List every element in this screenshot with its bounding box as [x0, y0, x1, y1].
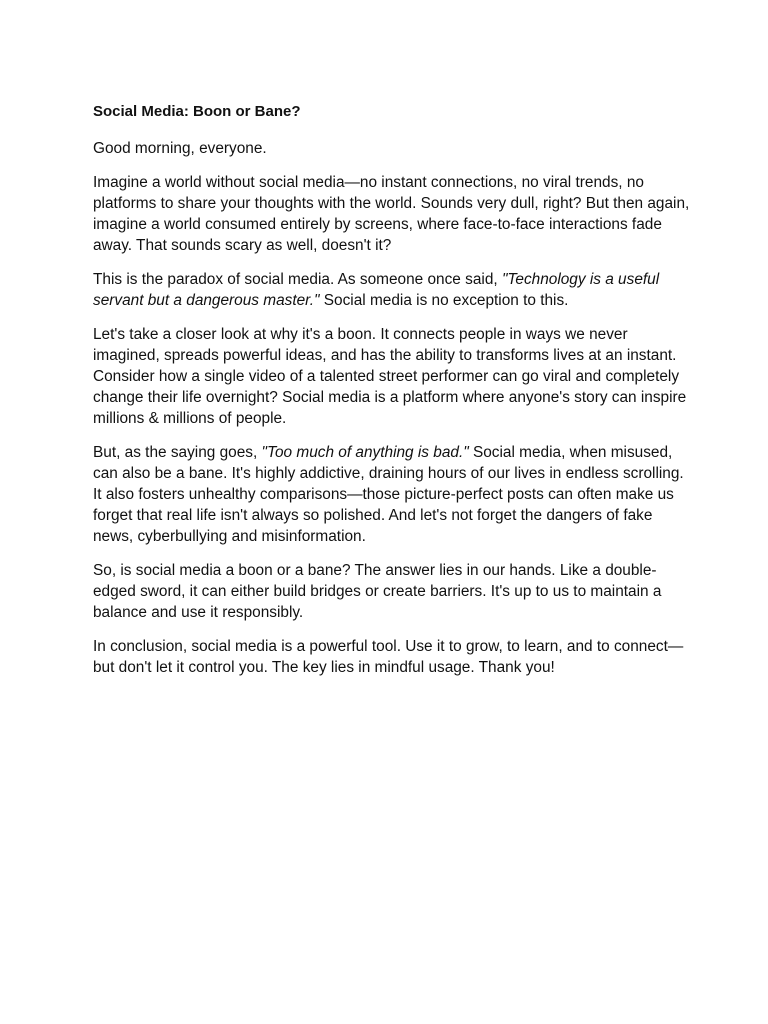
bane-text-before: But, as the saying goes, — [93, 444, 262, 461]
paradox-paragraph — [93, 269, 693, 311]
paradox-text-after: Social media is no exception to this. — [319, 292, 569, 309]
conclusion-paragraph: In conclusion, social media is a powerful tool. Use it to grow, to learn, and to connect—but don't let it control you. The key lies in mindful usage. Thank you! — [93, 638, 684, 676]
bane-paragraph — [93, 442, 693, 547]
document-title: Social Media: Boon or Bane? — [93, 103, 301, 120]
too-much-quote: "Too much of anything is bad." — [261, 444, 469, 461]
greeting-paragraph: Good morning, everyone. — [93, 140, 267, 157]
balance-paragraph: So, is social media a boon or a bane? The answer lies in our hands. Like a double-edged sword, it can either build bridges or create barriers. It's up to us to maintain a balance and use it responsibly. — [93, 562, 662, 621]
intro-paragraph: Imagine a world without social media—no instant connections, no viral trends, no platforms to share your thoughts with the world. Sounds very dull, right? But then again, imagine a world consumed entirely by screens, where face-to-face interactions fade away. That sounds scary as well, doesn't it? — [93, 174, 690, 254]
technology-quote: "Technology is a useful servant but a dangerous master." — [93, 271, 660, 309]
document-page — [93, 102, 693, 691]
boon-paragraph: Let's take a closer look at why it's a boon. It connects people in ways we never imagined, spreads powerful ideas, and has the ability to transforms lives at an instant. Consider how a single video of a talented street performer can go viral and completely change their life overnight? Social media is a platform where anyone's story can inspire millions & millions of people. — [93, 326, 687, 427]
bane-text-after: Social media, when misused, can also be a bane. It's highly addictive, draining hours of our lives in endless scrolling. It also fosters unhealthy comparisons—those picture-perfect posts can often make us forget that real life isn't always so polished. And let's not forget the dangers of fake news, cyberbullying and misinformation. — [93, 444, 684, 545]
paradox-text-before: This is the paradox of social media. As someone once said, — [93, 271, 502, 288]
